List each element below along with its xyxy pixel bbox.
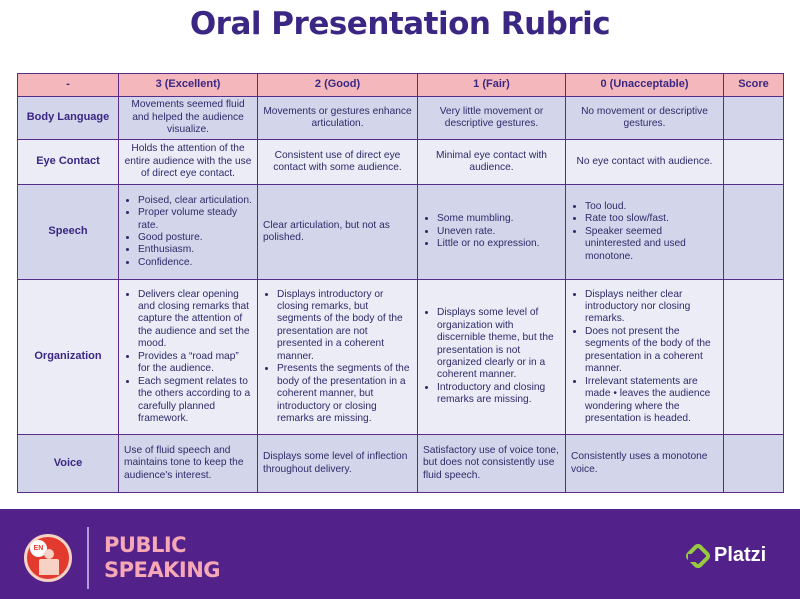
cell-unacceptable [566,280,724,435]
row-label: Eye Contact [18,140,119,185]
speaker-head-shape [44,549,54,559]
platzi-wordmark: Platzi [714,544,767,566]
cell-unacceptable: No movement or descriptive gestures. [566,97,724,140]
podium-shape [39,559,59,575]
bullet-list [124,195,252,270]
bullet-list [423,213,560,250]
list-item: • Enthusiasm. [138,244,252,256]
row-body-language [18,97,784,140]
cell-excellent: Holds the attention of the entire audience with the use of direct eye contact. [119,140,258,185]
score-cell [724,185,784,280]
row-speech [18,185,784,280]
header-good: 2 (Good) [258,74,418,97]
list-item: • Irrelevant statements are made • leaves the audience wondering where the presentation is headed. [585,376,718,426]
footer-banner [0,509,800,599]
list-item: • Confidence. [138,257,252,269]
list-item: • Little or no expression. [437,238,560,250]
list-item: • Provides a “road map” for the audience. [138,351,252,376]
rubric-table [17,73,784,493]
cell-excellent: Use of fluid speech and maintains tone to keep the audience's interest. [119,435,258,493]
badge-language-label: EN [30,540,47,557]
row-label: Body Language [18,97,119,140]
row-label: Speech [18,185,119,280]
list-item: • Uneven rate. [437,226,560,238]
score-cell [724,140,784,185]
public-speaking-badge-icon [24,534,72,582]
row-eye-contact [18,140,784,185]
cell-fair [418,280,566,435]
row-label: Voice [18,435,119,493]
course-brand [104,533,220,583]
cell-unacceptable [566,185,724,280]
list-item: • Too loud. [585,201,718,213]
cell-fair: Very little movement or descriptive gestures. [418,97,566,140]
list-item: • Displays neither clear introductory nor closing remarks. [585,289,718,326]
bullet-list [423,307,560,407]
list-item: • Proper volume steady rate. [138,207,252,232]
header-fair: 1 (Fair) [418,74,566,97]
header-score: Score [724,74,784,97]
list-item: • Displays introductory or closing remarks, but segments of the body of the presentation are not presented in a coherent manner. [277,289,412,364]
bullet-list [571,201,718,263]
list-item: • Some mumbling. [437,213,560,225]
cell-excellent [119,280,258,435]
header-excellent: 3 (Excellent) [119,74,258,97]
list-item: • Poised, clear articulation. [138,195,252,207]
cell-good [258,280,418,435]
cell-excellent: Movements seemed fluid and helped the audience visualize. [119,97,258,140]
list-item: • Speaker seemed uninterested and used monotone. [585,226,718,263]
list-item: • Delivers clear opening and closing remarks that capture the attention of the audience and set the mood. [138,289,252,351]
header-unacceptable: 0 (Unacceptable) [566,74,724,97]
cell-unacceptable: Consistently uses a monotone voice. [566,435,724,493]
row-voice [18,435,784,493]
score-cell [724,435,784,493]
brand-line-1: PUBLIC [104,533,187,557]
cell-fair: Satisfactory use of voice tone, but does not consistently use fluid speech. [418,435,566,493]
cell-good: Movements or gestures enhance articulation. [258,97,418,140]
bullet-list [571,289,718,426]
list-item: • Rate too slow/fast. [585,213,718,225]
row-organization [18,280,784,435]
cell-unacceptable: No eye contact with audience. [566,140,724,185]
platzi-logo-icon [686,544,710,568]
list-item: • Introductory and closing remarks are missing. [437,382,560,407]
cell-good: Clear articulation, but not as polished. [258,185,418,280]
bullet-list [263,289,412,426]
bullet-list [124,289,252,426]
cell-fair [418,185,566,280]
list-item: • Good posture. [138,232,252,244]
cell-excellent [119,185,258,280]
cell-good: Displays some level of inflection throughout delivery. [258,435,418,493]
header-criteria: - [18,74,119,97]
list-item: • Does not present the segments of the body of the presentation in a coherent manner. [585,326,718,376]
header-row [18,74,784,97]
score-cell [724,280,784,435]
list-item: • Presents the segments of the body of the presentation in a coherent manner, but introductory or closing remarks are missing. [277,363,412,425]
score-cell [724,97,784,140]
row-label: Organization [18,280,119,435]
list-item: • Each segment relates to the others according to a carefully planned framework. [138,376,252,426]
cell-fair: Minimal eye contact with audience. [418,140,566,185]
page-title: Oral Presentation Rubric [189,6,611,42]
brand-line-2: SPEAKING [104,558,221,582]
cell-good: Consistent use of direct eye contact with some audience. [258,140,418,185]
footer-divider [87,527,89,589]
list-item: • Displays some level of organization with discernible theme, but the presentation is not organized clearly or in a coherent manner. [437,307,560,382]
